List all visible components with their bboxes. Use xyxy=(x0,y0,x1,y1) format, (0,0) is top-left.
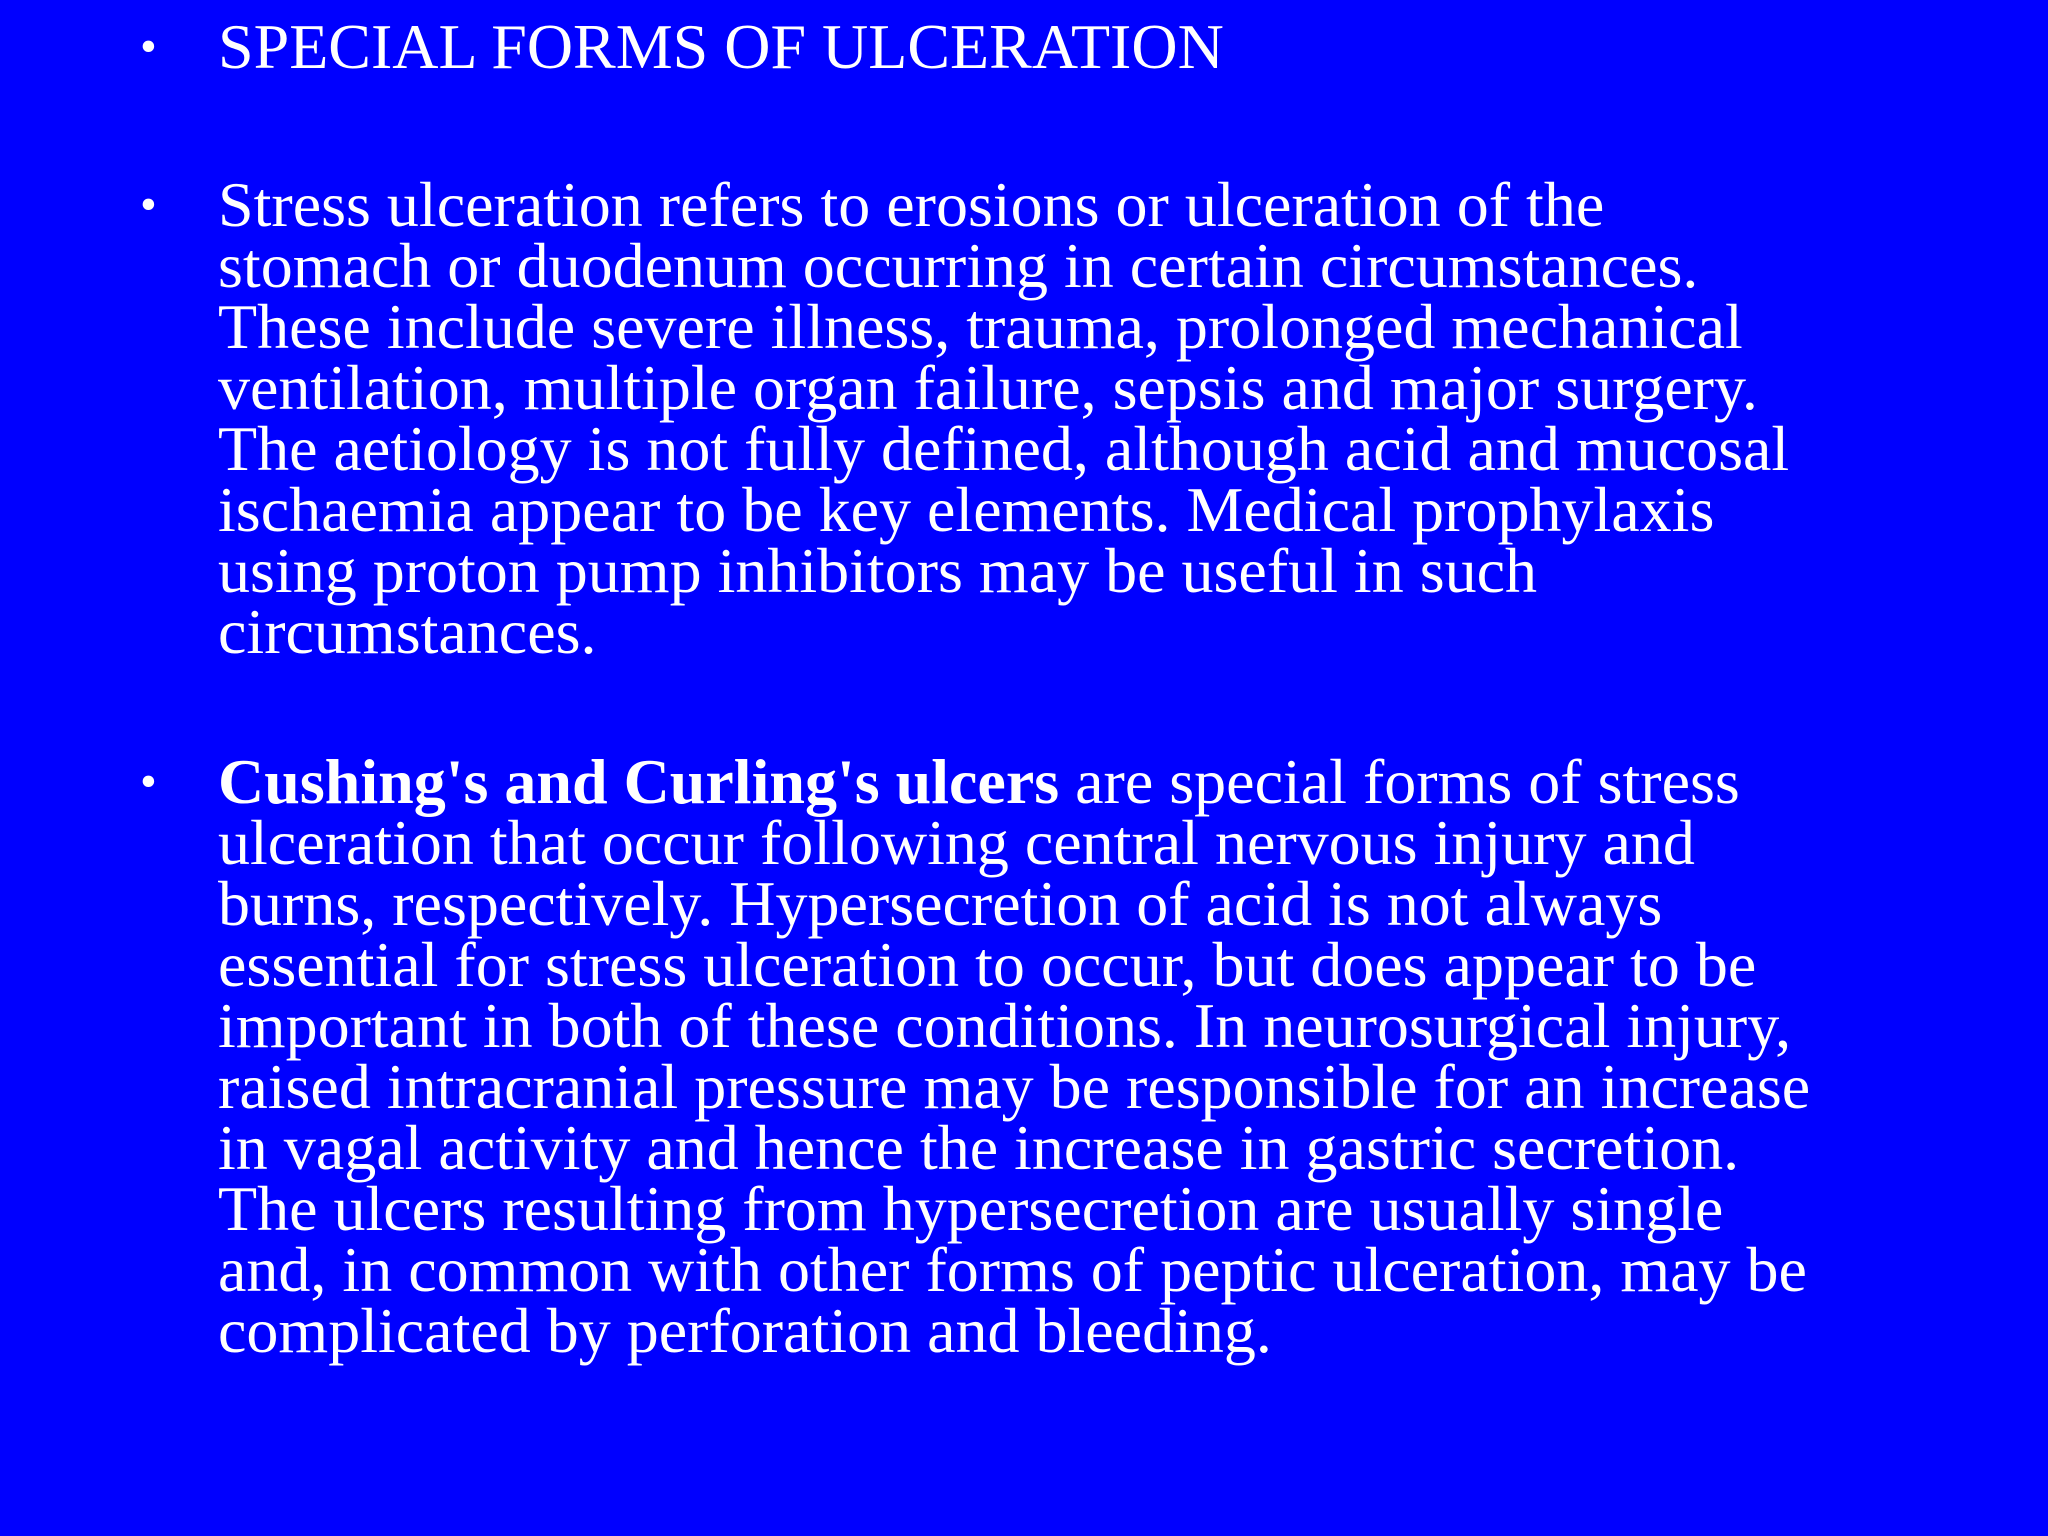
heading-text: SPECIAL FORMS OF ULCERATION xyxy=(218,11,1224,82)
text-line: are special forms of stress xyxy=(1059,746,1740,817)
text-line: ulceration that occur following central nervous injury and xyxy=(218,807,1695,878)
text-line: using proton pump inhibitors may be useful in such xyxy=(218,535,1537,606)
text-line: ischaemia appear to be key elements. Medical prophylaxis xyxy=(218,474,1715,545)
text-line: and, in common with other forms of peptic ulceration, may be xyxy=(218,1234,1807,1305)
text-line: These include severe illness, trauma, prolonged mechanical xyxy=(218,291,1743,362)
text-line: burns, respectively. Hypersecretion of acid is not always xyxy=(218,868,1663,939)
slide-heading xyxy=(218,11,1998,82)
stress-ulceration-paragraph xyxy=(218,169,1998,667)
bold-term: Cushing's and Curling's ulcers xyxy=(218,746,1060,817)
text-line: The ulcers resulting from hypersecretion are usually single xyxy=(218,1173,1724,1244)
bullet-marker: • xyxy=(140,178,157,231)
text-line: in vagal activity and hence the increase in gastric secretion. xyxy=(218,1112,1740,1183)
text-line: essential for stress ulceration to occur, but does appear to be xyxy=(218,929,1757,1000)
bullet-marker: • xyxy=(140,755,157,808)
text-line: stomach or duodenum occurring in certain circumstances. xyxy=(218,230,1699,301)
text-line: complicated by perforation and bleeding. xyxy=(218,1295,1272,1366)
bullet-marker: • xyxy=(140,20,157,73)
text-line: Stress ulceration refers to erosions or ulceration of the xyxy=(218,169,1605,240)
text-line: raised intracranial pressure may be responsible for an increase xyxy=(218,1051,1811,1122)
text-line: important in both of these conditions. In neurosurgical injury, xyxy=(218,990,1792,1061)
cushing-curling-paragraph xyxy=(218,746,1998,1366)
text-line: ventilation, multiple organ failure, sepsis and major surgery. xyxy=(218,352,1758,423)
text-line: circumstances. xyxy=(218,596,597,667)
text-line: The aetiology is not fully defined, although acid and mucosal xyxy=(218,413,1790,484)
